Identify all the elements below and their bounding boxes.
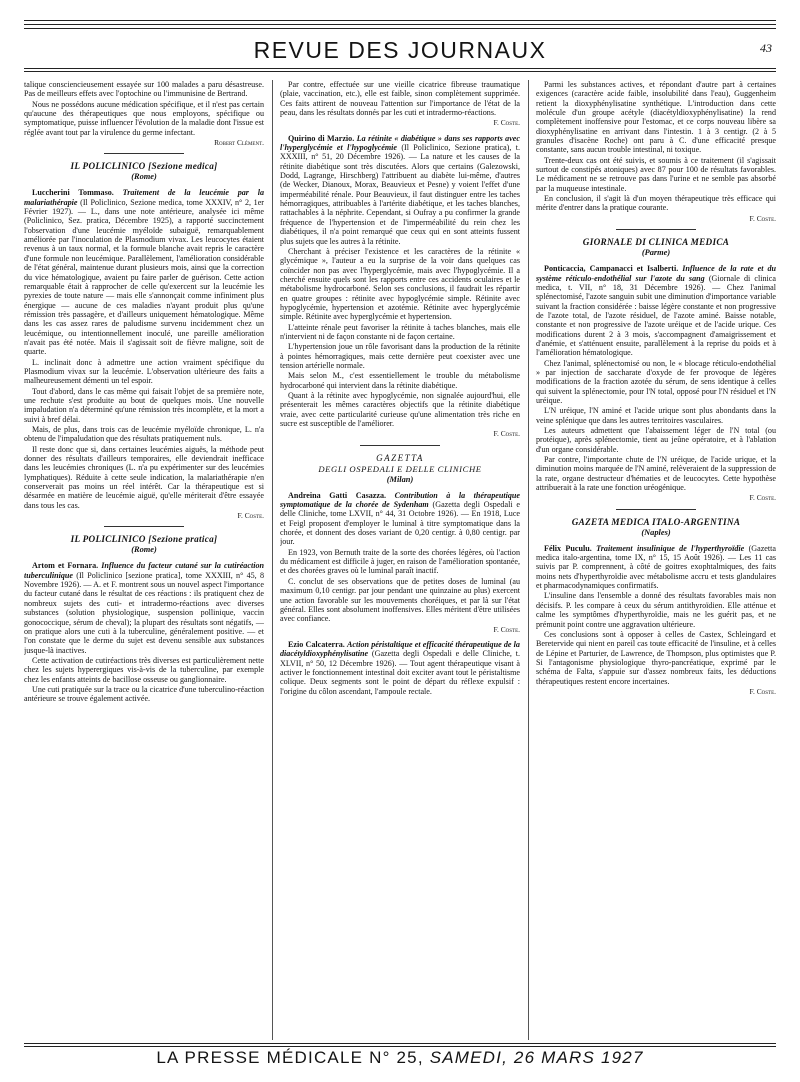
article — [24, 561, 264, 654]
section-city: (Milan) — [386, 474, 414, 484]
paragraph: Ces conclusions sont à opposer à celles de Castex, Schleingard et Beretervide qui nient en pareil cas toute efficacité de l'insuline, et à celles de Lépine et Parturier, de Lawrence, de Thompson, plus optimistes que P. Si l'antagonisme physiologique thyro-pancréatique, exprimé par le schéma de Falta, s'appuie sur d'assez nombreux faits, les déductions thérapeutiques restent encore incertaines. — [536, 629, 776, 686]
article — [24, 188, 264, 356]
section-separator — [360, 445, 440, 446]
article-reference: (Giornale di clinica medica, t. VII, n° 18, 31 Décembre 1926). — — [536, 273, 776, 292]
paragraph: L'insuline dans l'ensemble a donné des résultats favorables mais non décisifs. P. les compare à ceux du sérum antithyroïdien. Elle atténue et calme les symptômes d'hyperthyroïdie, mais ne les guérit pas, et ne prémunit point contre une aggravation ultérieure. — [536, 591, 776, 629]
article-title: Influence de la rate et du système réticulo-endothélial sur l'azote du sang — [536, 264, 776, 283]
paragraph: En 1923, von Bernuth traite de la sorte des chorées légères, où l'action du médicament est difficile à juger, en raison de l'amélioration spontanée, et des chorées graves où le luminal paraît inactif. — [280, 547, 520, 576]
paragraph: Il reste donc que si, dans certaines leucémies aiguës, la méthode peut donner des résultats d'ailleurs temporaires, elle deviendrait inefficace dans les leucémies chroniques (L. n'a pu expérimenter sur des leucémies lymphatiques). Réduite à cette seule indication, la malariathérapie n'en conserverait pas moins un réel intérêt. Car la thérapeutique est si désarmée en matière de leucémie aiguë, qu'elle mériterait d'être essayée dans tous les cas. — [24, 444, 264, 510]
paragraph: Mais, de plus, dans trois cas de leucémie myéloïde chronique, L. n'a obtenu de l'impaludation que des résultats pratiquement nuls. — [24, 425, 264, 444]
section-separator — [616, 229, 696, 230]
paragraph: En conclusion, il s'agit là d'un moyen thérapeutique très efficace qui mérite d'entrer dans la pratique courante. — [536, 194, 776, 213]
article-reference: (Il Policlinico, Sezione pratica), t. XXXIII, n° 51, 20 Décembre 1926). — — [280, 143, 520, 162]
section-city: (Rome) — [131, 172, 157, 182]
paragraph: Chez l'animal, splénectomisé ou non, le « blocage réticulo-endothélial » par injection de saccharate d'oxyde de fer provoque de légères modifications de la fraction azotée du sérum, de sens identique à celles qui suivent la splénectomie, pour l'N total, opposé pour l'N résiduel et l'N uréique. — [536, 358, 776, 405]
section-title-line-2: DEGLI OSPEDALI E DELLE CLINICHE — [318, 463, 482, 474]
column-2 — [280, 80, 520, 1040]
article-author: Félix Puculu. — [544, 543, 592, 553]
article-text: L., dans une note antérieure, analysée ici même (Policlinico, Sez. pratica, Décembre 1925), a rapporté succinctement l'observation d'une leucémie myéloïde subaiguë, remarquablement améliorée par l'inoculation de Plasmodium vivax. Les leucocytes étaient revenus à un taux normal, et la formule blanche avait repris le caractère d'une formule non leucémique. Parallèlement, l'amélioration considérable de l'état général, maintenue durant plusieurs mois, ainsi que la correction du vice hématologique, avaient pu faire parler de guérison. Cette action remarquable était à rapprocher de celle qu'exercent sur la leucémie les pyrexies de toute nature — mais elle s'annonçait comme infiniment plus énergique — aucune de ces maladies n'ayant produit plus qu'une rémission très passagère, et d'ailleurs uniquement hématologique. Même dans les cas assez rares de paludisme survenu incidemment chez un leucémique, ou intentionnellement inoculé, une pareille amélioration n'avait pas été notée. Mais il s'agissait soit de fièvre maligne, soit de quarte. — [24, 207, 264, 357]
section-title: GIORNALE DI CLINICA MEDICA — [582, 237, 730, 248]
paragraph: Tout d'abord, dans le cas même qui faisait l'objet de sa première note, une rechute s'est produite au bout de quelques mois. Une nouvelle impaludation n'a déterminé qu'une rémission très incomplète, et la mort a suivi à bref délai. — [24, 386, 264, 424]
paragraph: talique consciencieusement essayée sur 100 malades a paru désastreuse. Pas de meilleurs effets avec l'optochine ou l'immunisine de Bertrand. — [24, 80, 264, 99]
article — [280, 491, 520, 547]
paragraph: Parmi les substances actives, et répondant d'autre part à certaines exigences (caractère acide faible, insolubilité dans l'eau), Guggenheim retient la dioxyphénylisatine synthétique. L'introduction dans cette molécule d'un groupe acétyle (diacétyldioxyphénylisatine) la rend complètement inoffensive pour l'estomac, et ce corps nouveau libère sa dioxyphénylisatine en arrivant dans l'intestin. 1 à 3 centigr. (2 à 5 granules d'isacène Roche) ont paru à C. d'une efficacité presque constante, sans aucun trouble intestinal, ni toxique. — [536, 80, 776, 155]
section-title: GAZETTA — [376, 452, 424, 463]
article-author: Ezio Calcaterra. — [288, 639, 345, 649]
article-reference: (Gazetta degli Ospedali e delle Cliniche, tome LXVII, n° 44, 31 Octobre 1926). — — [280, 500, 520, 519]
footer-issue: N° 25, — [369, 1048, 424, 1067]
header-rule-2 — [24, 71, 776, 72]
page-footer — [24, 1047, 776, 1069]
paragraph: Par contre, effectuée sur une vieille cicatrice fibreuse traumatique (plaie, vaccination, etc.), elle est faible, sinon complètement supprimée. Ces faits attirent de nouveau l'attention sur l'importance de l'état de la peau, dans les résultats donnés par les cuti et intradermo-réactions. — [280, 80, 520, 118]
footer-journal-name: LA PRESSE MÉDICALE — [156, 1048, 364, 1067]
article-text: Les 11 cas suivis par P. comprennent, à côté de goitres exophtalmiques, des faits moins nets d'hyperthyroïdie avec métabolisme accru et tests glandulaires et pharmacodynamiques confirmatifs. — [536, 553, 776, 591]
top-rule-1 — [24, 20, 776, 21]
journal-title: REVUE DES JOURNAUX — [253, 37, 547, 63]
signature: Robert Clément. — [214, 138, 264, 148]
article — [536, 544, 776, 591]
article-text: Chez l'animal splénectomisé, l'azote sanguin subit une diminution d'importance variable suivant la fraction considérée : baisse légère constante et non progressive de l'azote total, de l'azote résiduel, de l'azote aminé. Baisse notable, constante et non progressive de l'azote uréique et de l'acide urique. Ces modifications durent 2 à 3 mois, s'accompagnent d'amaigrissement et d'anémie, et s'atténuent ensuite, parallèlement à la reprise du poids et à l'amélioration hématologique. — [536, 282, 776, 358]
signature: F. Coste. — [749, 686, 776, 696]
article-reference: (Il Policlinico, Sezione medica, tome XXXIV, n° 2, 1er Février 1927). — — [24, 197, 264, 217]
page-header — [24, 38, 776, 62]
article — [280, 134, 520, 246]
paragraph: L'N uréique, l'N aminé et l'acide urique sont plus abondants dans la veine splénique que dans les autres territoires vasculaires. — [536, 406, 776, 425]
footer-rule-1 — [24, 1043, 776, 1044]
footer-line — [24, 1047, 776, 1069]
article-reference: (Il Policlinico [sezione pratica], tome XXXIII, n° 45, 8 Novembre 1926). — — [24, 570, 264, 590]
article-reference: (Gazetta degli Ospedali e delle Cliniche, t. XLVII, n° 50, 12 Décembre 1926). — — [280, 649, 520, 668]
article-author: Ponticaccia, Campanacci et Isalberti. — [544, 264, 679, 274]
article-title: Action péristaltique et efficacité thérapeutique de la diacétyldioxyphénylisatine — [280, 639, 520, 659]
article-title: Traitement de la leucémie par la malariathérapie — [24, 188, 264, 207]
signature: F. Coste. — [493, 624, 520, 634]
paragraph: Par contre, l'importante chute de l'N uréique, de l'acide urique, et la diminution moins marquée de l'N aminé, relèveraient de la suppression de la rate, organe destructeur d'hématies et de leucocytes. Cette hypothèse attribuerait à la rate une fonction uréogénique. — [536, 455, 776, 493]
article-reference: (Gazetta medica italo-argentina, tome IX, n° 15, 15 Août 1926). — — [536, 543, 776, 563]
column-separator — [528, 80, 529, 1040]
top-rule-3 — [24, 28, 776, 29]
top-rule-2 — [24, 24, 776, 25]
section-title: IL POLICLINICO [Sezione pratica] — [70, 534, 218, 545]
article-title: Influence du facteur cutané sur la cutiréaction tuberculinique — [24, 561, 264, 580]
paragraph: Cherchant à préciser l'existence et les caractères de la rétinite « glycémique », l'auteur a eu la surprise de la voir dans quelques cas coïncider non pas avec l'hyperglycémie, mais avec l'hypoglycémie. Il a cherché ensuite quels sont les rapports entre ces accidents oculaires et le métabolisme hydrocarboné. Selon ses conclusions, il faudrait les répartir en quatre groupes : rétinite avec hypoglycémie simple. Rétinite avec hypoglycémie, hypertension et azotémie. Rétinite avec hyperglycémie simple. Rétinite avec hyperglycémie et hypertension. — [280, 246, 520, 322]
column-3 — [536, 80, 776, 1040]
paragraph: Cette activation de cutiréactions très diverses est particulièrement nette chez les sujets hyperergiques vis-à-vis de la tuberculine, par exemple chez les enfants atteints de bacillose osseuse ou ganglionnaire. — [24, 655, 264, 684]
paragraph: Une cuti pratiquée sur la trace ou la cicatrice d'une tuberculino-réaction antérieure se trouve également activée. — [24, 684, 264, 704]
signature: F. Coste. — [749, 213, 776, 223]
article-text: La nature et les causes de la rétinite diabétique sont très discutées. Alors que certains (Galezowski, Dodd, Lagrange, Hirschberg) l'attribuent au diabète lui-même, d'autres (de Wecker, Dianoux, Morax, Beauvieux et Pesne) y voient l'effet d'une imperméabilité rénale. Pour Beauvieux, il faut distinguer entre les taches hémorragiques, attribuables à l'artérite diabétique, et les taches blanches, rattachables à la néphrite. Cependant, si Oufray a pu confirmer la grande fréquence de l'hypertension et de l'imperméabilité du rein chez les diabétiques, il n'a point remarqué que ceux qui en sont atteints fussent plus sujets que les autres à la rétinite. — [280, 152, 520, 246]
section-separator — [616, 509, 696, 510]
paragraph: Trente-deux cas ont été suivis, et soumis à ce traitement (il s'agissait surtout de constipés atoniques) avec 87 pour 100 de résultats favorables. Le médicament ne se retrouve pas dans l'urine et ne semble pas absorbé par la muqueuse intestinale. — [536, 155, 776, 193]
column-1 — [24, 80, 264, 1040]
article-text: Tout agent thérapeutique visant à activer le fonctionnement intestinal doit exciter avant tout le péristaltisme colique. Deux segments sont le point de départ du réflexe expulsif : l'origine du côlon ascendant, l'ampoule rectale. — [280, 658, 520, 696]
signature: F. Coste. — [493, 429, 520, 439]
article-text: En 1918, Luce et Feigl proposent d'employer le luminal à titre symptomatique dans la chorée, et donnent des doses variant de 0,20 centigr. à 0,80 centigr. par jour. — [280, 509, 520, 547]
article-author: Artom et Fornara. — [32, 561, 99, 571]
page-number: 43 — [760, 41, 772, 55]
section-city: (Rome) — [131, 545, 157, 555]
article — [280, 640, 520, 696]
article-text: A. et F. montrent sous un nouvel aspect l'importance du facteur cutané dans le résultat de ces réactions : ils pratiquent chez de nombreux sujets des cuti- et intradermo-réactions avec diverses substances (solution physiologique, suspension pollinique, vaccin gonococcique, sérum de cheval); la plupart des résultats sont négatifs, — on pratique alors une cuti à la tuberculine, généralement positive. — et l'on constate que le derme du sujet est devenu sensible aux substances jusque-là inactives. — [24, 580, 264, 655]
article-author: Quirino di Marzio. — [288, 133, 355, 143]
section-separator — [104, 526, 184, 527]
section-title: IL POLICLINICO [Sezione medica] — [70, 161, 218, 172]
article-columns — [24, 80, 776, 1040]
header-rule-1 — [24, 68, 776, 69]
signature: F. Coste. — [749, 493, 776, 503]
paragraph: C. conclut de ses observations que de petites doses de luminal (au maximum 0,10 centigr. par jour pendant une quinzaine au plus) exercent une action favorable sur les mouvements choréiques, et par là sur l'état général. Elles sont absolument inoffensives. Elles méritent d'être utilisées avec confiance. — [280, 576, 520, 624]
paragraph: Les auteurs admettent que l'abaissement léger de l'N total (ou protéique), après splénectomie, tient au jeûne opératoire, et à l'ablation d'un organe considérable. — [536, 426, 776, 454]
paragraph: Quant à la rétinite avec hypoglycémie, non signalée aujourd'hui, elle présenterait les mêmes caractères objectifs que la rétinite diabétique vraie, avec cette particularité curieuse qu'une alimentation très riche en sucre est susceptible de l'améliorer. — [280, 391, 520, 429]
section-city: (Parme) — [641, 248, 671, 258]
article-author: Andreina Gatti Casazza. — [288, 490, 387, 500]
article-title: Contribution à la thérapeutique symptomatique de la chorée de Sydenham — [280, 490, 520, 510]
footer-date: SAMEDI, 26 MARS 1927 — [429, 1048, 644, 1067]
section-city: (Naples) — [641, 527, 671, 537]
paragraph: L'atteinte rénale peut favoriser la rétinite à taches blanches, mais elle n'intervient ni de façon constante ni de façon certaine. — [280, 322, 520, 341]
article-author: Luccherini Tommaso. — [32, 188, 114, 198]
paragraph: L'hypertension joue un rôle favorisant dans la production de la rétinite à pointes hémorragiques, mais cette dernière peut coexister avec une tension artérielle normale. — [280, 342, 520, 370]
signature: F. Coste. — [237, 511, 264, 521]
paragraph: Mais selon M., c'est essentiellement le trouble du métabolisme hydrocarboné qui intervient dans la rétinite diabétique. — [280, 371, 520, 390]
article-title: Traitement insulinique de l'hyperthyroïdie — [596, 543, 745, 553]
section-separator — [104, 153, 184, 154]
column-separator — [272, 80, 273, 1040]
signature: F. Coste. — [493, 118, 520, 128]
article-title: La rétinite « diabétique » dans ses rapports avec l'hyperglycémie et l'hypoglycémie — [280, 133, 520, 153]
article — [536, 264, 776, 357]
paragraph: L. inclinait donc à admettre une action vraiment spécifique du Plasmodium vivax sur la leucémie. L'observation ultérieure des faits a malheureusement démenti un tel espoir. — [24, 357, 264, 386]
paragraph: Nous ne possédons aucune médication spécifique, et il n'est pas certain qu'aucune des thérapeutiques que nous employons, spécifique ou symptomatique, puisse influencer l'évolution de la maladie dont l'issue est réglée avant tout par la virulence du germe infectant. — [24, 99, 264, 137]
section-title: GAZETA MEDICA ITALO-ARGENTINA — [571, 516, 741, 527]
